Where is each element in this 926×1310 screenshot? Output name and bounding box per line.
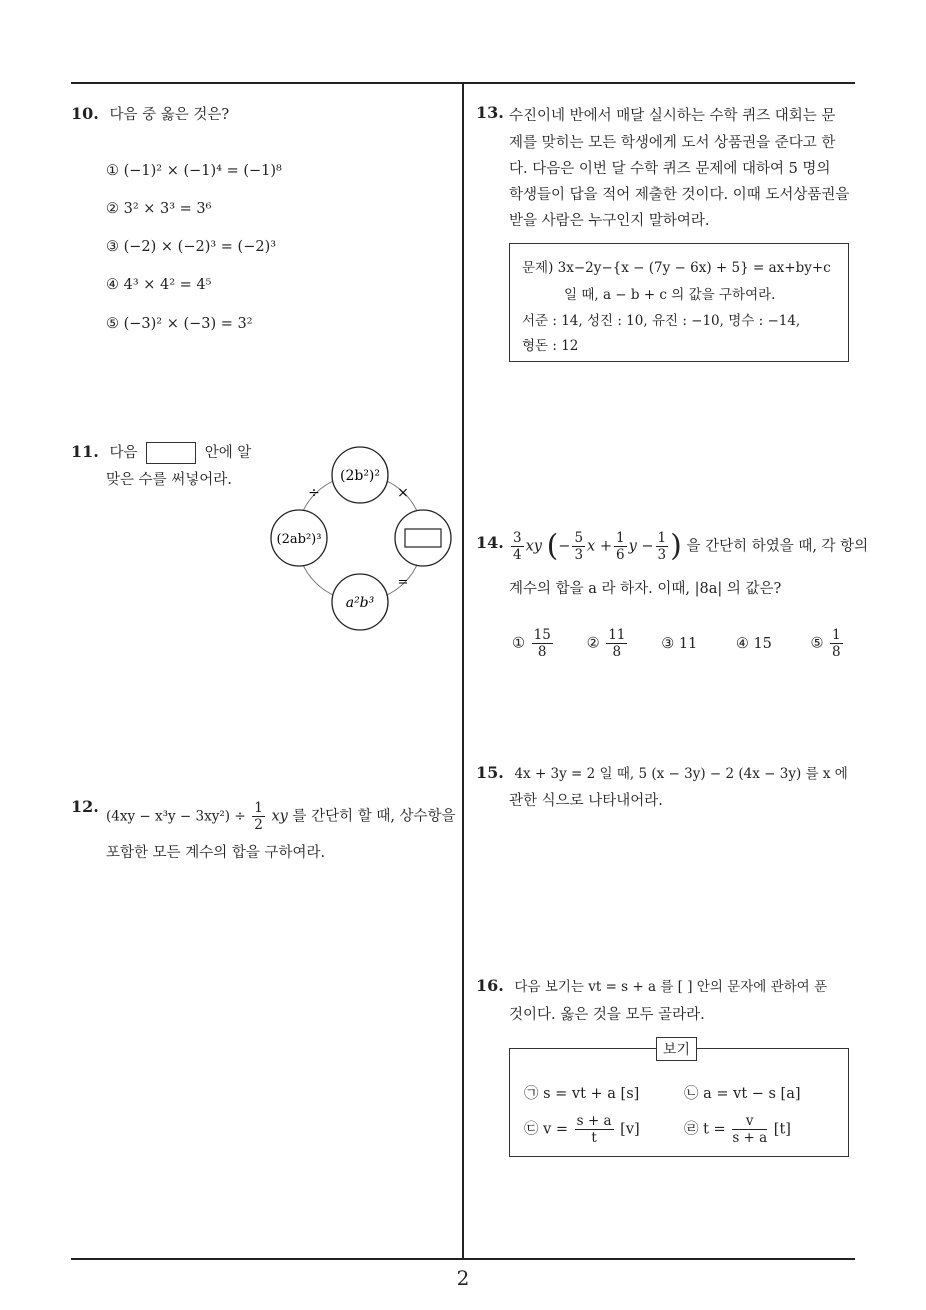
bogi-item-d xyxy=(684,1113,791,1146)
frac-denominator: 6 xyxy=(615,547,625,563)
q10-option-2: ② 3² × 3³ = 3⁶ xyxy=(106,201,212,217)
times-operator: × xyxy=(397,485,409,501)
q16-line1: 다음 보기는 vt = s + a 를 [ ] 안의 문자에 관하여 푼 xyxy=(514,979,828,995)
question-number: 14. xyxy=(476,533,504,552)
question-11 xyxy=(71,441,251,464)
frac-denominator: 2 xyxy=(254,817,263,833)
q15-line2: 관한 식으로 나타내어라. xyxy=(509,793,663,809)
q13-line-4: 학생들이 답을 적어 제출한 것이다. 이때 도서상품권을 xyxy=(509,187,850,203)
option-mark: ③ xyxy=(661,635,675,652)
frac-numerator: 5 xyxy=(574,530,584,546)
frac-numerator: 1 xyxy=(832,627,841,643)
q14-y-term: y − xyxy=(628,538,654,555)
divide-operator: ÷ xyxy=(308,485,320,501)
option-fraction xyxy=(532,627,553,660)
frac-denominator: t xyxy=(591,1130,597,1146)
bogi-title: 보기 xyxy=(656,1037,697,1061)
frac-numerator: 1 xyxy=(254,800,263,816)
frac-denominator: 4 xyxy=(513,547,522,563)
q10-option-4: ④ 4³ × 4² = 4⁵ xyxy=(106,277,212,293)
q14-xy: xy xyxy=(525,538,542,555)
q12-fraction xyxy=(252,800,265,833)
q14-frac-3 xyxy=(614,530,627,563)
column-divider xyxy=(462,82,464,1259)
q13-box-line-1: 문제) 3x−2y−{x − (7y − 6x) + 5} = ax+by+c xyxy=(522,260,831,276)
q14-tail: 을 간단히 하였을 때, 각 항의 xyxy=(686,538,869,555)
question-12 xyxy=(71,797,99,816)
q14-line2: 계수의 합을 a 라 하자. 이때, |8a| 의 값은? xyxy=(509,581,782,597)
q10-option-5: ⑤ (−3)² × (−3) = 3² xyxy=(106,316,253,332)
node-top-expr: (2b²)² xyxy=(339,468,381,484)
left-paren: ( xyxy=(546,528,559,564)
frac-denominator: 8 xyxy=(537,644,547,660)
option-fraction xyxy=(606,627,627,660)
option-mark: ⑤ xyxy=(810,635,824,652)
question-15 xyxy=(476,762,848,782)
frac-denominator: 8 xyxy=(832,644,841,660)
operation-cycle-diagram xyxy=(262,440,462,650)
item-target: [t] xyxy=(773,1121,791,1138)
q14-x-term: x + xyxy=(587,538,612,555)
q14-frac-2 xyxy=(572,530,585,563)
item-target: [v] xyxy=(620,1121,640,1138)
bogi-item-b: ㉡ a = vt − s [a] xyxy=(684,1086,801,1102)
question-number: 11. xyxy=(71,442,99,461)
question-number: 13. xyxy=(476,103,504,122)
q13-line-1: 수진이네 반에서 매달 실시하는 수학 퀴즈 대회는 문 xyxy=(509,108,836,124)
q14-option-2 xyxy=(587,627,657,660)
q14-neg: − xyxy=(558,538,571,555)
q11-text-b: 안에 알 xyxy=(204,445,252,461)
q12-expr-a: (4xy − x³y − 3xy²) ÷ xyxy=(106,808,246,825)
frac-numerator: 11 xyxy=(608,627,626,643)
frac-denominator: 3 xyxy=(574,547,584,563)
answer-blank-box xyxy=(405,529,441,547)
answer-blank-box xyxy=(146,442,196,464)
q14-option-5 xyxy=(810,627,870,660)
q12-tail: 를 간단히 할 때, 상수항을 xyxy=(292,808,456,825)
frac-numerator: v xyxy=(732,1113,767,1130)
frac-numerator: 1 xyxy=(615,530,625,546)
question-14 xyxy=(476,533,504,552)
q14-options xyxy=(512,627,870,660)
q14-option-4 xyxy=(736,636,806,652)
q10-option-3: ③ (−2) × (−2)³ = (−2)³ xyxy=(106,239,277,255)
item-lhs: ㉢ v = xyxy=(524,1121,569,1138)
q14-frac-1 xyxy=(511,530,524,563)
q13-line-5: 받을 사람은 누구인지 말하여라. xyxy=(509,213,710,229)
frac-denominator: 3 xyxy=(657,547,667,563)
q14-frac-4 xyxy=(656,530,669,563)
frac-numerator: 3 xyxy=(513,530,522,546)
question-prompt: 다음 중 옳은 것은? xyxy=(109,107,230,123)
item-fraction xyxy=(732,1113,767,1146)
option-value: 11 xyxy=(678,635,698,652)
item-lhs: ㉣ t = xyxy=(684,1121,726,1138)
option-mark: ② xyxy=(586,635,600,652)
q12-line2: 포함한 모든 계수의 합을 구하여라. xyxy=(106,845,326,861)
node-bottom-expr: a²b³ xyxy=(345,595,375,611)
bogi-item-c xyxy=(524,1113,640,1146)
q13-box-line-4: 형돈 : 12 xyxy=(522,338,579,354)
question-16 xyxy=(476,975,827,995)
frac-numerator: 15 xyxy=(533,627,551,643)
page-number: 2 xyxy=(456,1266,470,1290)
question-number: 10. xyxy=(71,104,99,123)
q12-expression-line xyxy=(106,800,456,833)
q13-box-line-2: 일 때, a − b + c 의 값을 구하여라. xyxy=(564,287,776,303)
q16-line2: 것이다. 옳은 것을 모두 골라라. xyxy=(509,1007,705,1023)
q11-text-a: 다음 xyxy=(109,445,138,461)
right-paren: ) xyxy=(670,528,682,564)
q14-option-1 xyxy=(512,627,582,660)
q14-expression-line xyxy=(509,530,868,563)
q10-option-1: ① (−1)² × (−1)⁴ = (−1)⁸ xyxy=(106,163,282,179)
q11-line2: 맞은 수를 써넣어라. xyxy=(106,472,232,488)
q13-line-3: 다. 다음은 이번 달 수학 퀴즈 문제에 대하여 5 명의 xyxy=(509,161,831,177)
q13-box-line-3: 서준 : 14, 성진 : 10, 유진 : −10, 명수 : −14, xyxy=(522,313,801,329)
node-left-expr: (2ab²)³ xyxy=(276,532,322,547)
frac-numerator: s + a xyxy=(576,1113,612,1129)
question-10 xyxy=(71,103,229,124)
frac-numerator: 1 xyxy=(657,530,667,546)
question-number: 16. xyxy=(476,976,504,995)
q15-line1: 4x + 3y = 2 일 때, 5 (x − 3y) − 2 (4x − 3y) 를 x 에 xyxy=(514,766,848,782)
option-mark: ④ xyxy=(735,635,749,652)
frac-denominator: 8 xyxy=(612,644,622,660)
q14-option-3 xyxy=(661,636,731,652)
option-value: 15 xyxy=(753,635,772,652)
option-mark: ① xyxy=(512,635,525,652)
question-13 xyxy=(476,103,504,122)
frac-denominator: s + a xyxy=(732,1130,768,1146)
option-fraction xyxy=(830,627,843,660)
question-number: 12. xyxy=(71,797,99,816)
q13-line-2: 제를 맞히는 모든 학생에게 도서 상품권을 준다고 한 xyxy=(509,135,836,151)
item-fraction xyxy=(575,1113,614,1146)
equals-operator: = xyxy=(397,575,409,590)
q12-expr-b: xy xyxy=(271,808,288,825)
bogi-item-a: ㉠ s = vt + a [s] xyxy=(524,1086,640,1102)
question-number: 15. xyxy=(476,763,504,782)
